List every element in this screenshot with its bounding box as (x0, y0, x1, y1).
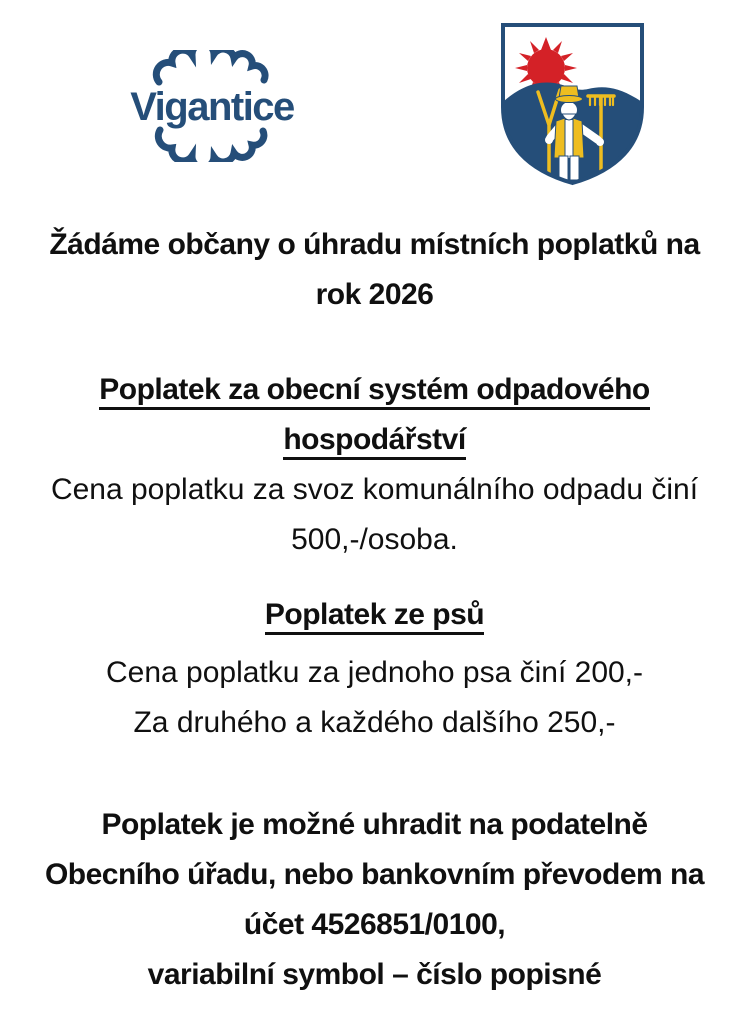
right-hand (596, 138, 604, 146)
dog-body-line-2: Za druhého a každého dalšího 250,- (133, 706, 616, 739)
payment-line-2: Obecního úřadu, nebo bankovním převodem na (44, 858, 705, 891)
payment-line-4: variabilní symbol – číslo popisné (147, 958, 602, 991)
logo-text: Vigantice (130, 85, 294, 129)
title-line-1: Žádáme občany o úhradu místních poplatků na (49, 228, 700, 261)
waste-body-line-2: 500,-/osoba. (291, 523, 458, 556)
payment-line-1: Poplatek je možné uhradit na podatelně (101, 808, 648, 841)
cloud-bottom-scallop (158, 130, 264, 162)
waste-body-line-1: Cena poplatku za svoz komunálního odpadu činí (50, 473, 699, 506)
payment-info (0, 800, 749, 1000)
dog-heading: Poplatek ze psů (0, 590, 749, 640)
notice-title (0, 220, 749, 320)
dog-fee-section (0, 590, 749, 748)
waste-fee-section (0, 365, 749, 565)
waste-heading-line-2: hospodářství (0, 415, 749, 465)
page-header (0, 0, 749, 190)
cloud-top-scallop (156, 50, 265, 82)
vigantice-cloud-logo-icon (112, 50, 312, 162)
dog-body-line-1: Cena poplatku za jednoho psa činí 200,- (105, 656, 644, 689)
vigantice-coat-of-arms-icon (496, 22, 649, 187)
title-line-2: rok 2026 (315, 278, 434, 311)
waste-heading-line-1: Poplatek za obecní systém odpadového (0, 365, 749, 415)
left-hand (545, 136, 553, 144)
payment-line-3: účet 4526851/0100, (243, 908, 506, 941)
notice-body (0, 220, 749, 1000)
